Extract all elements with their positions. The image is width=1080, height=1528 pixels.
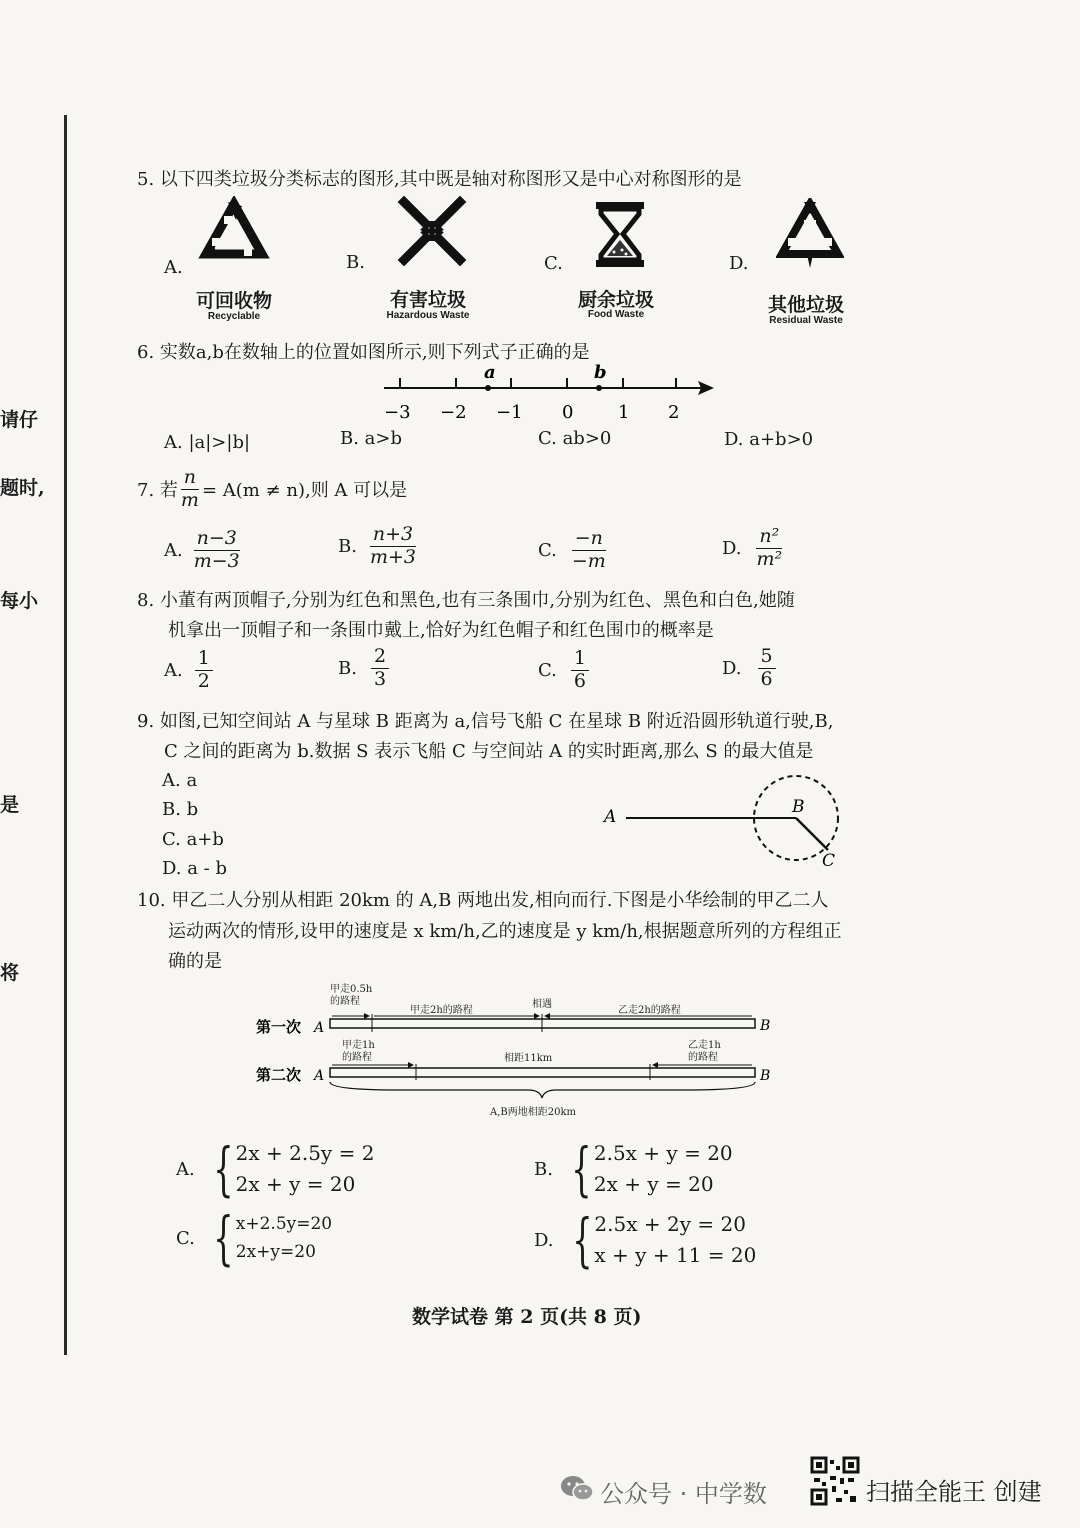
equation: 2x + 2.5y = 2 — [235, 1141, 375, 1165]
second-trip-label: 第二次 — [256, 1066, 302, 1084]
q10-option-b: B. { 2.5x + y = 20 2x + y = 20 — [534, 1135, 733, 1203]
q5-stem: 5. 以下四类垃圾分类标志的图形,其中既是轴对称图形又是中心对称图形的是 — [137, 169, 742, 190]
option-letter: D. — [534, 1229, 554, 1251]
diagram-label: 甲走0.5h — [330, 984, 373, 995]
option-letter: B. — [534, 1158, 553, 1180]
q5-option-letter: C. — [544, 253, 563, 274]
fraction-denominator: 6 — [573, 669, 586, 692]
q5-option-letter: A. — [164, 257, 183, 278]
q9-option-d: D. a - b — [162, 858, 228, 879]
diagram-label: 乙走2h的路程 — [618, 1005, 681, 1016]
margin-rule — [64, 115, 67, 1355]
tick-label: 1 — [618, 402, 630, 423]
tick-label: 2 — [668, 402, 680, 423]
diagram-label: 甲走1h — [342, 1040, 375, 1051]
fraction-numerator: −n — [572, 528, 606, 551]
fraction-denominator: m² — [756, 547, 783, 570]
fraction-numerator: n−3 — [194, 528, 240, 551]
tick-label: −3 — [384, 402, 411, 423]
fraction-denominator: 6 — [760, 667, 773, 690]
q9-option-b: B. b — [162, 799, 199, 820]
fraction-numerator: n² — [756, 526, 782, 549]
option-letter: B. — [338, 657, 357, 679]
q10-option-d: D. { 2.5x + 2y = 20 x + y + 11 = 20 — [534, 1206, 757, 1274]
tick-label: −1 — [496, 402, 523, 423]
equation: 2.5x + 2y = 20 — [594, 1212, 746, 1236]
q8-stem-line1: 8. 小董有两顶帽子,分别为红色和黑色,也有三条围巾,分别为红色、黑色和白色,她随 — [137, 590, 795, 611]
option-letter: B. — [338, 535, 357, 557]
diagram-label: 相距11km — [504, 1053, 553, 1064]
label-a: A — [604, 807, 617, 827]
q10-stem-line2: 运动两次的情形,设甲的速度是 x km/h,乙的速度是 y km/h,根据题意所列的方程组正 — [168, 921, 842, 942]
option-letter: C. — [538, 539, 557, 561]
fraction-numerator: 5 — [758, 646, 776, 669]
triangle-arrows-icon — [776, 198, 844, 276]
equation: 2x + y = 20 — [593, 1172, 714, 1196]
q7-condition-fraction — [178, 467, 202, 512]
option-letter: C. — [538, 659, 557, 681]
wechat-icon — [560, 1474, 594, 1508]
diagram-label: 的路程 — [330, 996, 360, 1007]
q6-option-c: C. ab>0 — [538, 428, 612, 449]
q6-stem: 6. 实数a,b在数轴上的位置如图所示,则下列式子正确的是 — [137, 342, 590, 363]
watermark-account: 公众号 · 中学数 — [600, 1480, 767, 1508]
equation: x + y + 11 = 20 — [594, 1243, 757, 1267]
space-station-figure — [596, 770, 856, 870]
watermark-scanner: 扫描全能王 创建 — [866, 1478, 1042, 1506]
q5-label-en: Hazardous Waste — [386, 310, 470, 321]
q7-stem — [137, 467, 407, 512]
q10-stem-line1: 10. 甲乙二人分别从相距 20km 的 A,B 两地出发,相向而行.下图是小华绘制的甲乙二人 — [137, 890, 829, 911]
page-footer: 数学试卷 第 2 页(共 8 页) — [412, 1306, 642, 1328]
q5-option-letter: D. — [729, 253, 749, 274]
travel-diagram — [250, 982, 790, 1122]
diagram-label: 的路程 — [688, 1052, 718, 1063]
option-letter: A. — [164, 539, 183, 561]
q7-option-b — [338, 524, 419, 569]
q8-stem-line2: 机拿出一顶帽子和一条围巾戴上,恰好为红色帽子和红色围巾的概率是 — [168, 620, 714, 641]
end-a-label: A — [314, 1068, 325, 1084]
tick-label: 0 — [562, 402, 574, 423]
hazard-x-icon — [396, 196, 468, 270]
q6-option-b: B. a>b — [340, 428, 403, 449]
q5-label-cn: 可回收物 — [195, 290, 272, 312]
edge-fragment: 每小 — [0, 590, 39, 612]
option-letter: C. — [176, 1227, 195, 1249]
q5-label-en: Food Waste — [587, 309, 645, 320]
q8-option-a — [164, 648, 213, 693]
diagram-label: A,B两地相距20km — [490, 1107, 577, 1118]
q7-option-d — [722, 526, 785, 571]
diagram-label: 甲走2h的路程 — [410, 1005, 473, 1016]
fraction-numerator: 1 — [571, 648, 589, 671]
option-letter: A. — [164, 659, 183, 681]
equation: 2x + y = 20 — [235, 1172, 356, 1196]
label-b: B — [792, 797, 805, 817]
diagram-label: 乙走1h — [688, 1040, 721, 1051]
fraction-numerator: n — [181, 467, 199, 490]
recycle-icon — [198, 196, 270, 270]
edge-fragment: 请仔 — [0, 409, 39, 431]
diagram-label: 相遇 — [532, 999, 552, 1010]
first-trip-label: 第一次 — [256, 1018, 302, 1036]
number-line — [370, 360, 720, 430]
fraction-denominator: 2 — [197, 669, 210, 692]
q9-option-c: C. a+b — [162, 829, 224, 850]
q7-tail: = A(m ≠ n),则 A 可以是 — [201, 480, 408, 502]
q5-label-cn: 其他垃圾 — [767, 294, 844, 316]
end-a-label: A — [314, 1020, 325, 1036]
label-c: C — [822, 851, 836, 870]
equation: 2.5x + y = 20 — [593, 1141, 733, 1165]
point-b-label: b — [594, 362, 607, 383]
q7-option-a — [164, 528, 243, 573]
fraction-denominator: 3 — [373, 667, 387, 690]
q10-option-c: C. { x+2.5y=20 2x+y=20 — [176, 1204, 333, 1272]
edge-fragment: 将 — [0, 962, 20, 984]
q5-option-letter: B. — [346, 252, 365, 273]
equation: x+2.5y=20 — [235, 1213, 333, 1234]
edge-fragment: 是 — [0, 794, 20, 816]
q5-label-cn: 厨余垃圾 — [577, 289, 654, 311]
fraction-numerator: 2 — [371, 646, 389, 669]
q5-label-cn: 有害垃圾 — [389, 289, 466, 311]
q8-option-b — [338, 646, 389, 691]
tick-label: −2 — [440, 402, 467, 423]
fraction-denominator: m — [180, 488, 199, 511]
q7-lead: 7. 若 — [137, 480, 178, 502]
q6-option-a: A. |a|>|b| — [164, 432, 251, 453]
option-letter: D. — [722, 657, 742, 679]
q9-option-a: A. a — [162, 770, 198, 791]
q8-option-c — [538, 648, 589, 693]
q10-stem-line3: 确的是 — [168, 951, 222, 972]
diagram-label: 的路程 — [342, 1052, 372, 1063]
hourglass-icon — [592, 200, 648, 274]
end-b-label: B — [760, 1068, 771, 1084]
fraction-numerator: 1 — [195, 648, 213, 671]
qr-code-icon — [810, 1456, 860, 1510]
fraction-denominator: −m — [571, 549, 606, 572]
point-a-label: a — [484, 362, 496, 383]
q9-stem-line1: 9. 如图,已知空间站 A 与星球 B 距离为 a,信号飞船 C 在星球 B 附近沿圆形轨道行驶,B, — [137, 711, 834, 732]
q7-option-c — [538, 528, 609, 573]
option-letter: A. — [176, 1158, 195, 1180]
option-letter: D. — [722, 537, 742, 559]
fraction-denominator: m+3 — [369, 545, 416, 568]
q9-stem-line2: C 之间的距离为 b.数据 S 表示飞船 C 与空间站 A 的实时距离,那么 S 的最大值是 — [164, 741, 814, 762]
end-b-label: B — [760, 1018, 771, 1034]
equation: 2x+y=20 — [235, 1242, 316, 1262]
q8-option-d — [722, 646, 776, 691]
q10-option-a: A. { 2x + 2.5y = 2 2x + y = 20 — [176, 1135, 375, 1203]
fraction-denominator: m−3 — [193, 549, 240, 572]
edge-fragment: 题时, — [0, 477, 45, 499]
fraction-numerator: n+3 — [370, 524, 416, 547]
q5-label-en: Residual Waste — [769, 315, 843, 326]
q5-label-en: Recyclable — [207, 311, 261, 322]
q6-option-d: D. a+b>0 — [724, 429, 814, 450]
